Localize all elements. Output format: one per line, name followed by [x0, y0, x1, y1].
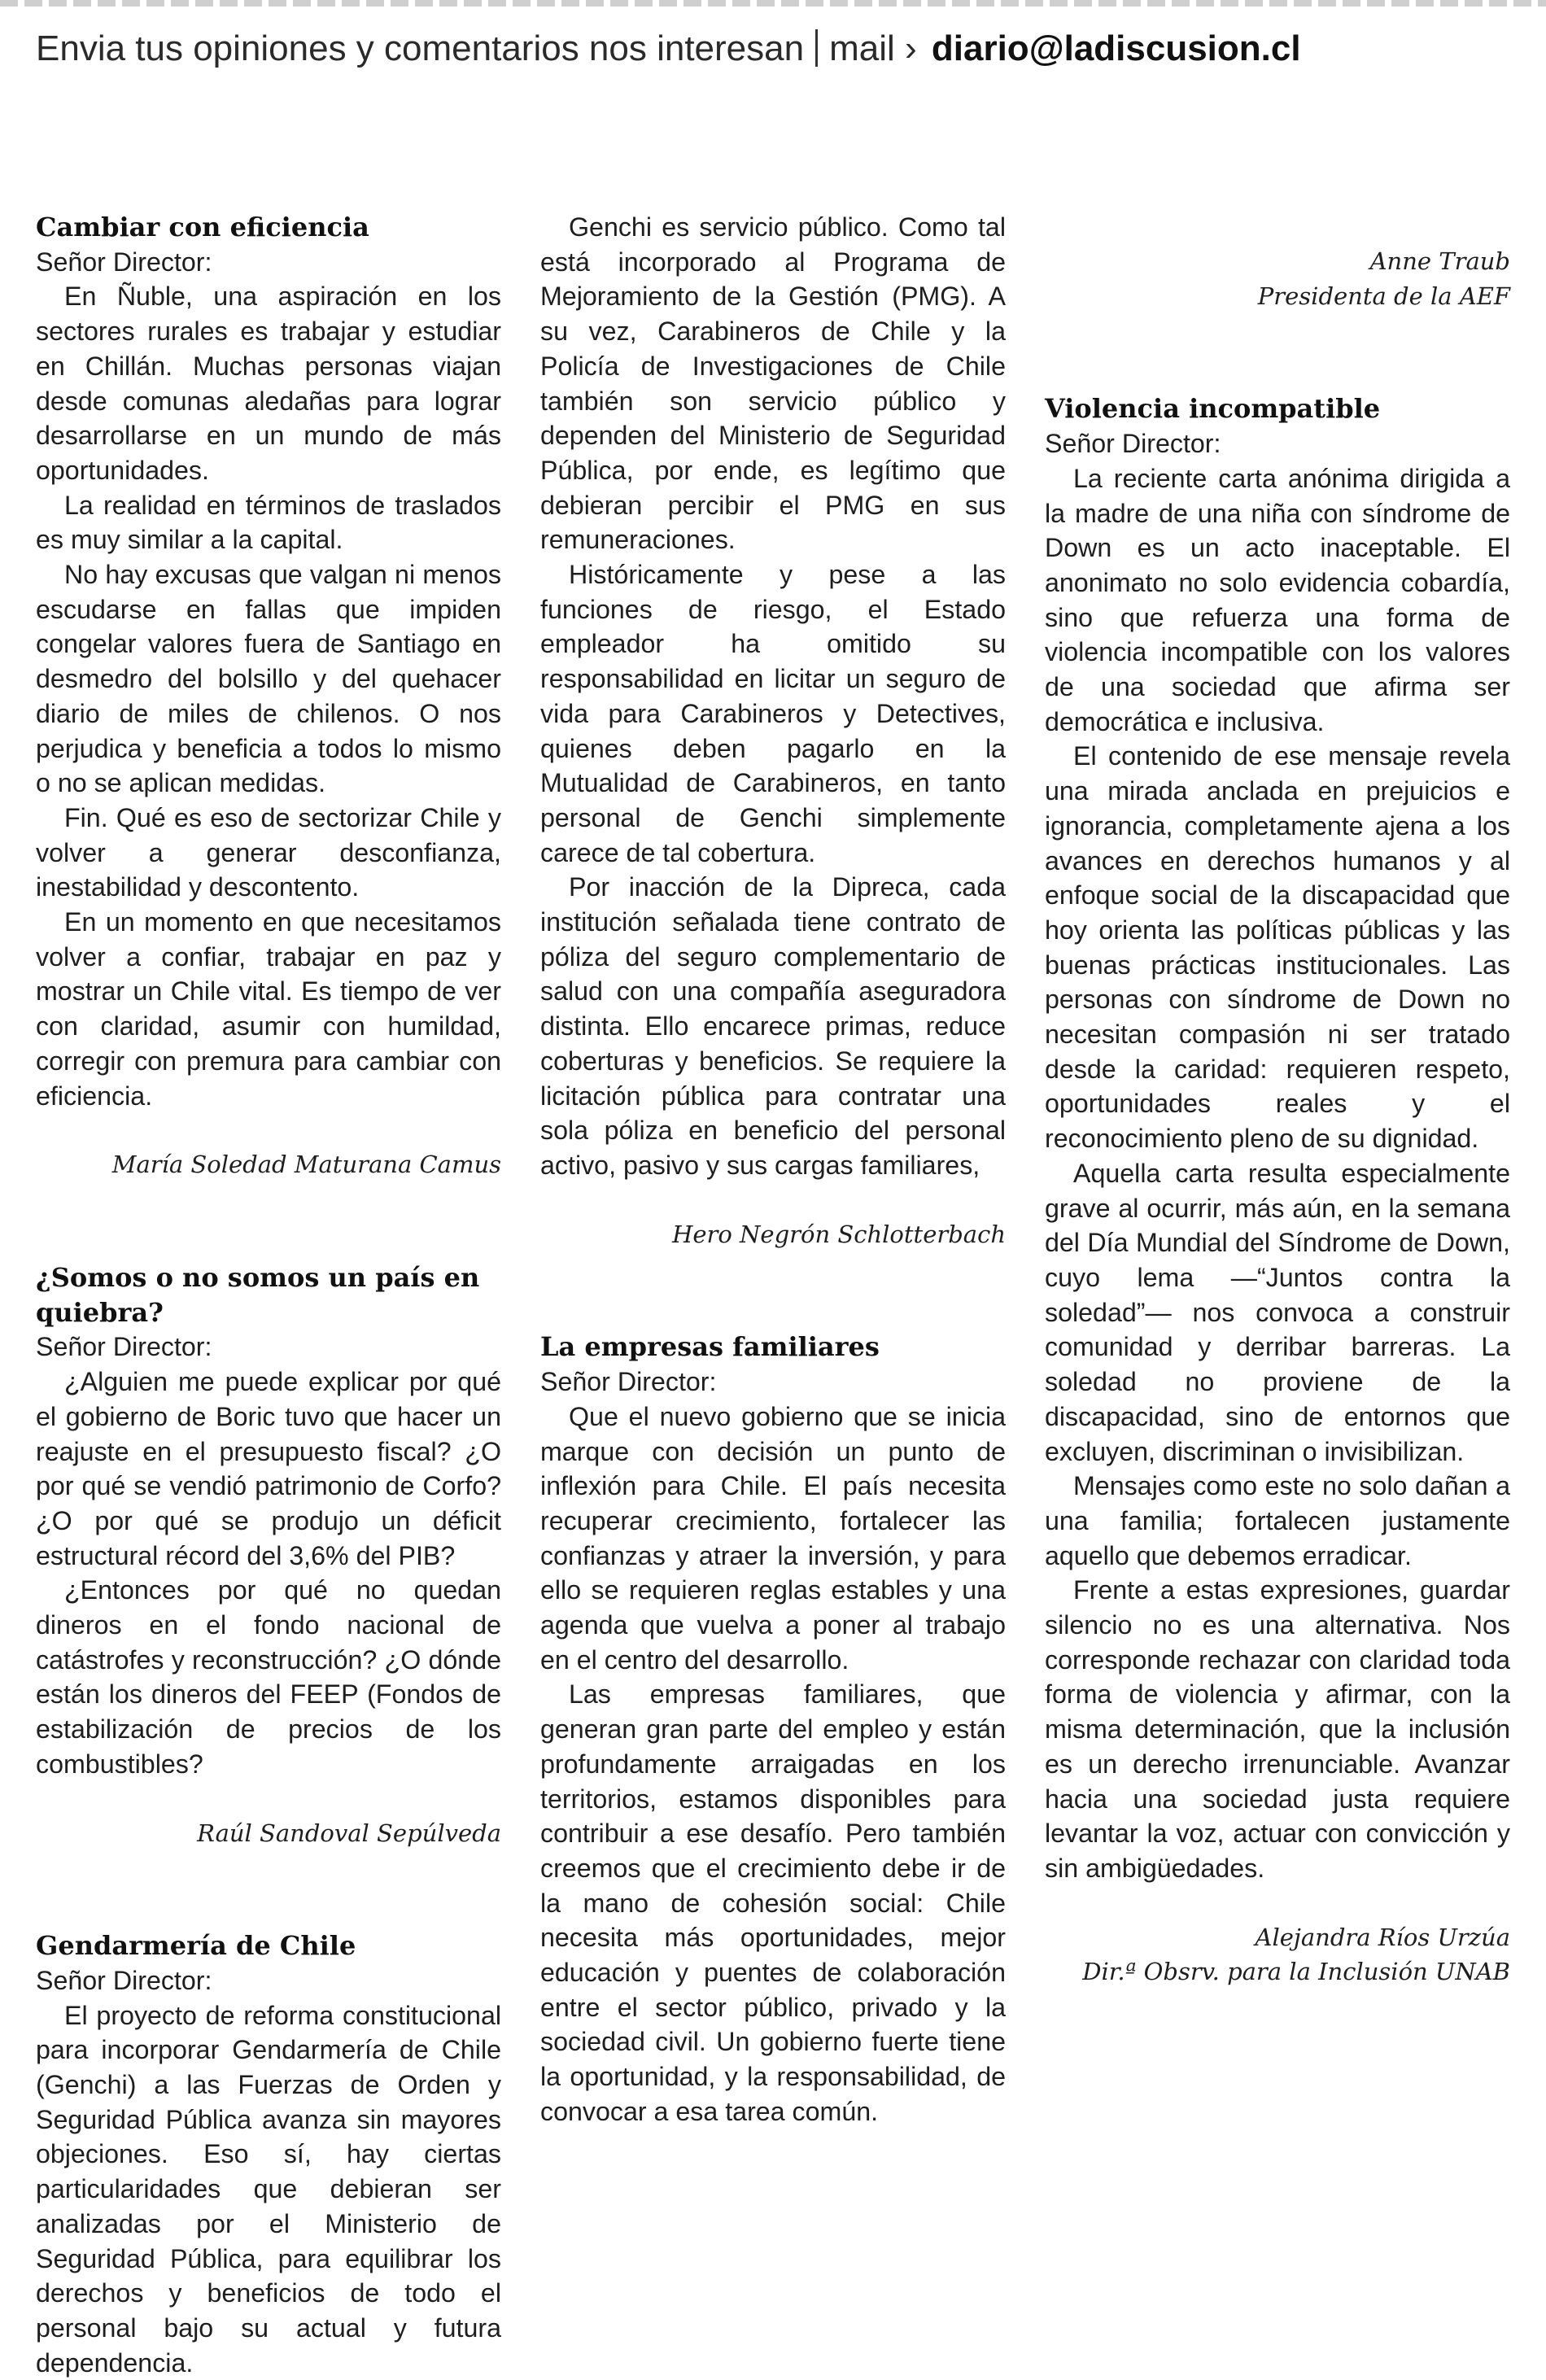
letter-quiebra — [36, 1260, 501, 1850]
column-1 — [36, 210, 501, 2380]
letter-signature: Hero Negrón Schlotterbach — [672, 1220, 1006, 1248]
letter-title: Cambiar con eficiencia — [36, 212, 369, 242]
letter-signature-role: Dir.ª Obsrv. para la Inclusión UNAB — [1082, 1958, 1510, 1986]
letter-paragraph: El contenido de ese mensaje revela una mirada anclada en prejuicios e ignorancia, completamente ajena a los avances en derechos humanos y al enfoque social de la discapacidad que hoy orienta las políticas públicas y las buenas prácticas institucionales. Las personas con síndrome de Down no necesitan compasión ni ser tratado desde la caridad: requieren respeto, oportunidades reales y el reconocimiento pleno de su dignidad. — [1045, 741, 1510, 1154]
letter-paragraph: Históricamente y pese a las funciones de riesgo, el Estado empleador ha omitido su responsabilidad en licitar un seguro de vida para Carabineros y Detectives, quienes deben pagarlo en la Mutualidad de Carabineros, en tanto personal de Genchi simplemente carece de tal cobertura. — [540, 560, 1006, 867]
letter-paragraph: En un momento en que necesitamos volver a confiar, trabajar en paz y mostrar un Chile vital. Es tiempo de ver con claridad, asumir con humildad, corregir con premura para cambiar con eficiencia. — [36, 907, 501, 1111]
letter-paragraph: El proyecto de reforma constitucional para incorporar Gendarmería de Chile (Genchi) a las Fuerzas de Orden y Seguridad Pública avanza sin mayores objeciones. Eso sí, hay ciertas particularidades que debieran ser analizadas por el Ministerio de Seguridad Pública, para equilibrar los derechos y beneficios de todo el personal bajo su actual y futura dependencia. — [36, 2000, 501, 2378]
email-link[interactable]: diario@ladiscusion.cl — [931, 28, 1301, 68]
letter-familiares-continued — [1045, 210, 1510, 313]
letter-signature: Raúl Sandoval Sepúlveda — [197, 1819, 501, 1847]
letter-paragraph: Que el nuevo gobierno que se inicia marque con decisión un punto de inflexión para Chile. El país necesita recuperar crecimiento, fortalecer las confianzas y atraer la inversión, y para ello se requieren reglas estables y una agenda que vuelva a poner al trabajo en el centro del desarrollo. — [540, 1401, 1006, 1675]
top-rule — [0, 0, 1546, 7]
letter-paragraph: En Ñuble, una aspiración en los sectores rurales es trabajar y estudiar en Chillán. Muchas personas viajan desde comunas aledañas para lograr desarrollarse en un mundo de más oportunidades. — [36, 282, 501, 485]
mail-label: mail › — [829, 28, 917, 68]
column-3 — [1045, 210, 1510, 1989]
letter-paragraph: Aquella carta resulta especialmente grave al ocurrir, más aún, en la semana del Día Mundial del Síndrome de Down, cuyo lema —“Juntos contra la soledad”— nos convoca a construir comunidad y derribar barreras. La soledad no proviene de la discapacidad, sino de entornos que excluyen, discriminan o invisibilizan. — [1045, 1158, 1510, 1466]
letter-greeting: Señor Director: — [36, 1332, 212, 1362]
letter-paragraph: Genchi es servicio público. Como tal está incorporado al Programa de Mejoramiento de la Gestión (PMG). A su vez, Carabineros de Chile y la Policía de Investigaciones de Chile también son servicio público y dependen del Ministerio de Seguridad Pública, por ende, es legítimo que debieran percibir el PMG en sus remuneraciones. — [540, 212, 1006, 555]
page-header — [36, 24, 1517, 73]
letter-paragraph: No hay excusas que valgan ni menos escudarse en fallas que impiden congelar valores fuera de Santiago en desmedro del bolsillo y del quehacer diario de miles de chilenos. O nos perjudica y beneficia a todos lo mismo o no se aplican medidas. — [36, 560, 501, 798]
letter-greeting: Señor Director: — [1045, 429, 1221, 459]
letter-signature-role: Presidenta de la AEF — [1257, 282, 1510, 310]
letter-title: La empresas familiares — [540, 1331, 880, 1363]
letter-signature: Anne Traub — [1369, 247, 1510, 275]
letter-familiares — [540, 1330, 1006, 2129]
letter-gendarmeria — [36, 1928, 501, 2380]
letter-title: Gendarmería de Chile — [36, 1930, 356, 1962]
letter-signature: María Soledad Maturana Camus — [111, 1151, 501, 1179]
letter-signature: Alejandra Ríos Urzúa — [1255, 1923, 1510, 1951]
invite-text: Envia tus opiniones y comentarios nos interesan — [36, 28, 805, 68]
letter-title: ¿Somos o no somos un país en quiebra? — [36, 1261, 480, 1328]
letter-paragraph: ¿Alguien me puede explicar por qué el gobierno de Boric tuvo que hacer un reajuste en el presupuesto fiscal? ¿O por qué se vendió patrimonio de Corfo? ¿O por qué se produjo un déficit estructural récord del 3,6% del PIB? — [36, 1367, 501, 1570]
letter-paragraph: La realidad en términos de traslados es muy similar a la capital. — [36, 490, 501, 555]
header-divider — [815, 29, 818, 67]
column-2 — [540, 210, 1006, 2129]
letter-greeting: Señor Director: — [540, 1367, 717, 1397]
letter-paragraph: Las empresas familiares, que generan gran parte del empleo y están profundamente arraigadas en los territorios, estamos disponibles para contribuir a ese desafío. Pero también creemos que el crecimiento debe ir de la mano de cohesión social: Chile necesita más oportunidades, mejor educación y puentes de colaboración entre el sector público, privado y la sociedad civil. Un gobierno fuerte tiene la oportunidad, y la responsabilidad, de convocar a esa tarea común. — [540, 1679, 1006, 2126]
letter-paragraph: Frente a estas expresiones, guardar silencio no es una alternativa. Nos corresponde rechazar con claridad toda forma de violencia y afirmar, con la misma determinación, que la inclusión es un derecho irrenunciable. Avanzar hacia una sociedad justa requiere levantar la voz, actuar con convicción y sin ambigüedades. — [1045, 1575, 1510, 1883]
letter-paragraph: Mensajes como este no solo dañan a una familia; fortalecen justamente aquello que debemos erradicar. — [1045, 1471, 1510, 1570]
letter-paragraph: Por inacción de la Dipreca, cada institución señalada tiene contrato de póliza del seguro complementario de salud con una compañía aseguradora distinta. Ello encarece primas, reduce coberturas y beneficios. Se requiere la licitación pública para contratar una sola póliza en beneficio del personal activo, pasivo y sus cargas familiares, — [540, 872, 1006, 1180]
letter-paragraph: ¿Entonces por qué no quedan dineros en el fondo nacional de catástrofes y reconstrucción? ¿O dónde están los dineros del FEEP (Fondos de estabilización de precios de los combustibles? — [36, 1575, 501, 1779]
letter-title: Violencia incompatible — [1045, 393, 1381, 425]
letter-greeting: Señor Director: — [36, 1965, 212, 1995]
letter-gendarmeria-continued — [540, 210, 1006, 1251]
letter-greeting: Señor Director: — [36, 247, 212, 277]
letter-paragraph: Fin. Qué es eso de sectorizar Chile y volver a generar desconfianza, inestabilidad y descontento. — [36, 802, 501, 902]
letter-eficiencia — [36, 210, 501, 1182]
letter-paragraph: La reciente carta anónima dirigida a la madre de una niña con síndrome de Down es un acto inaceptable. El anonimato no solo evidencia cobardía, sino que refuerza una forma de violencia incompatible con los valores de una sociedad que afirma ser democrática e inclusiva. — [1045, 463, 1510, 736]
letter-violencia — [1045, 391, 1510, 1989]
